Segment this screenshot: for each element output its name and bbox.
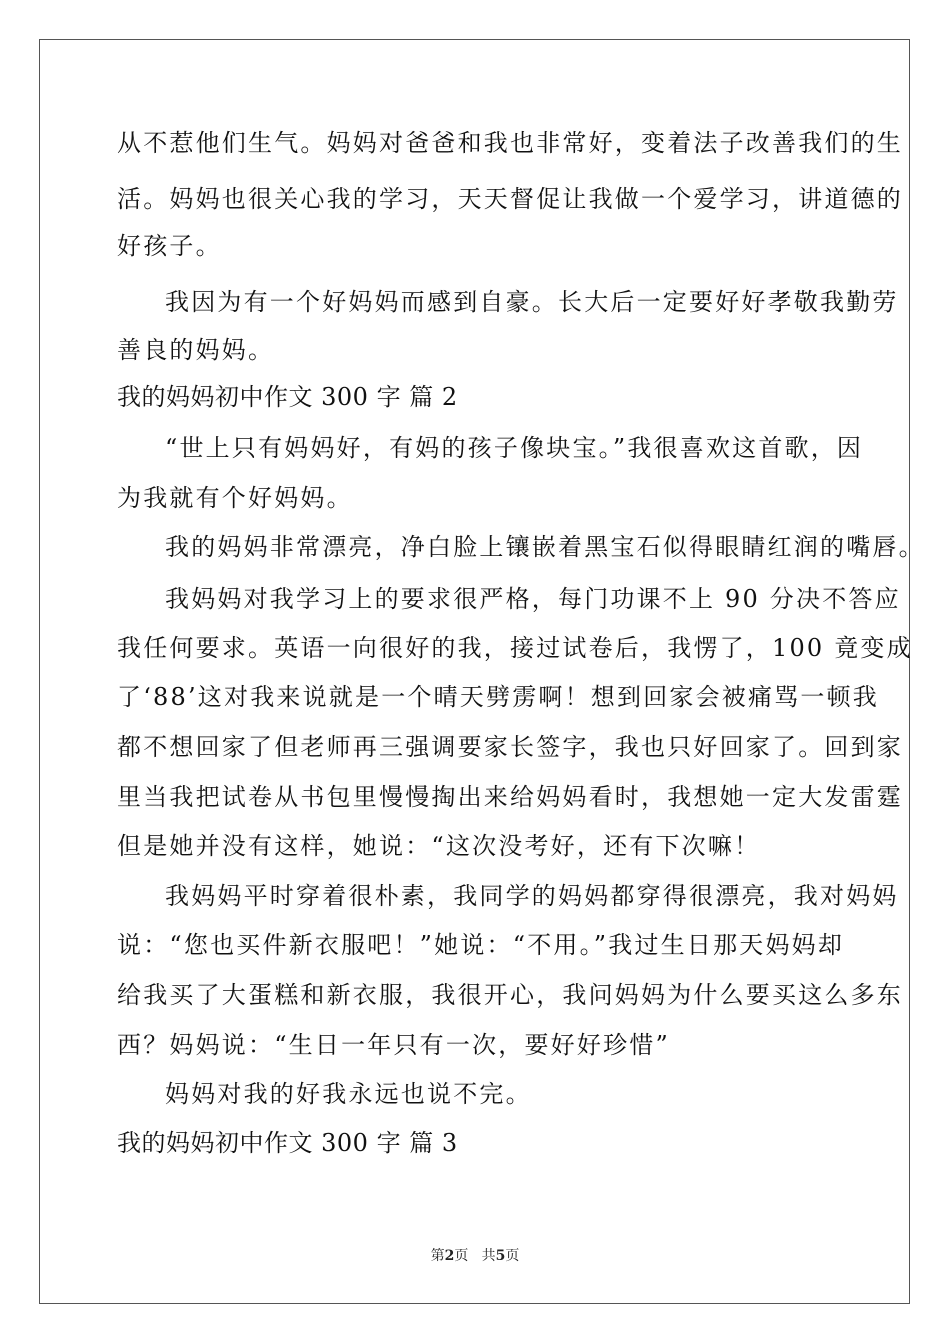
paragraph-line: 活。妈妈也很关心我的学习，天天督促让我做一个爱学习，讲道德的	[117, 185, 903, 213]
paragraph-line: “世上只有妈妈好，有妈的孩子像块宝。”我很喜欢这首歌，因	[165, 434, 864, 462]
paragraph-line: 善良的妈妈。	[117, 336, 275, 364]
page-border	[39, 39, 910, 1304]
total-page-count: 5	[495, 1248, 506, 1264]
paragraph-line: 说：“您也买件新衣服吧！”她说：“不用。”我过生日那天妈妈却	[117, 931, 845, 959]
total-pages-prefix: 共	[481, 1248, 496, 1264]
total-pages-unit: 页	[505, 1248, 520, 1264]
paragraph-line: 西？妈妈说：“生日一年只有一次，要好好珍惜”	[117, 1031, 670, 1059]
page-number-prefix: 第	[430, 1248, 445, 1264]
paragraph-line: 我妈妈对我学习上的要求很严格，每门功课不上 90 分决不答应	[165, 585, 901, 613]
paragraph-line: 我因为有一个好妈妈而感到自豪。长大后一定要好好孝敬我勤劳	[165, 288, 899, 316]
paragraph-line: 从不惹他们生气。妈妈对爸爸和我也非常好，变着法子改善我们的生	[117, 129, 903, 157]
section-heading: 我的妈妈初中作文 300 字 篇 2	[117, 383, 458, 411]
page-footer	[0, 1245, 950, 1265]
paragraph-line: 我的妈妈非常漂亮，净白脸上镶嵌着黑宝石似得眼睛红润的嘴唇。	[165, 533, 925, 561]
paragraph-line: 我妈妈平时穿着很朴素，我同学的妈妈都穿得很漂亮，我对妈妈	[165, 882, 899, 910]
section-heading: 我的妈妈初中作文 300 字 篇 3	[117, 1129, 458, 1157]
paragraph-line: 好孩子。	[117, 232, 222, 260]
paragraph-line: 为我就有个好妈妈。	[117, 484, 353, 512]
paragraph-line: 里当我把试卷从书包里慢慢掏出来给妈妈看时，我想她一定大发雷霆	[117, 783, 903, 811]
paragraph-line: 妈妈对我的好我永远也说不完。	[165, 1080, 532, 1108]
current-page-number: 2	[444, 1248, 455, 1264]
paragraph-line: 我任何要求。英语一向很好的我，接过试卷后，我愣了，100 竟变成	[117, 634, 913, 662]
paragraph-line: 但是她并没有这样，她说：“这次没考好，还有下次嘛！	[117, 832, 761, 860]
paragraph-line: 给我买了大蛋糕和新衣服，我很开心，我问妈妈为什么要买这么多东	[117, 981, 903, 1009]
paragraph-line: 了‘88’这对我来说就是一个晴天劈雳啊！想到回家会被痛骂一顿我	[117, 683, 879, 711]
paragraph-line: 都不想回家了但老师再三强调要家长签字，我也只好回家了。回到家	[117, 733, 903, 761]
page-number-unit: 页	[454, 1248, 469, 1264]
